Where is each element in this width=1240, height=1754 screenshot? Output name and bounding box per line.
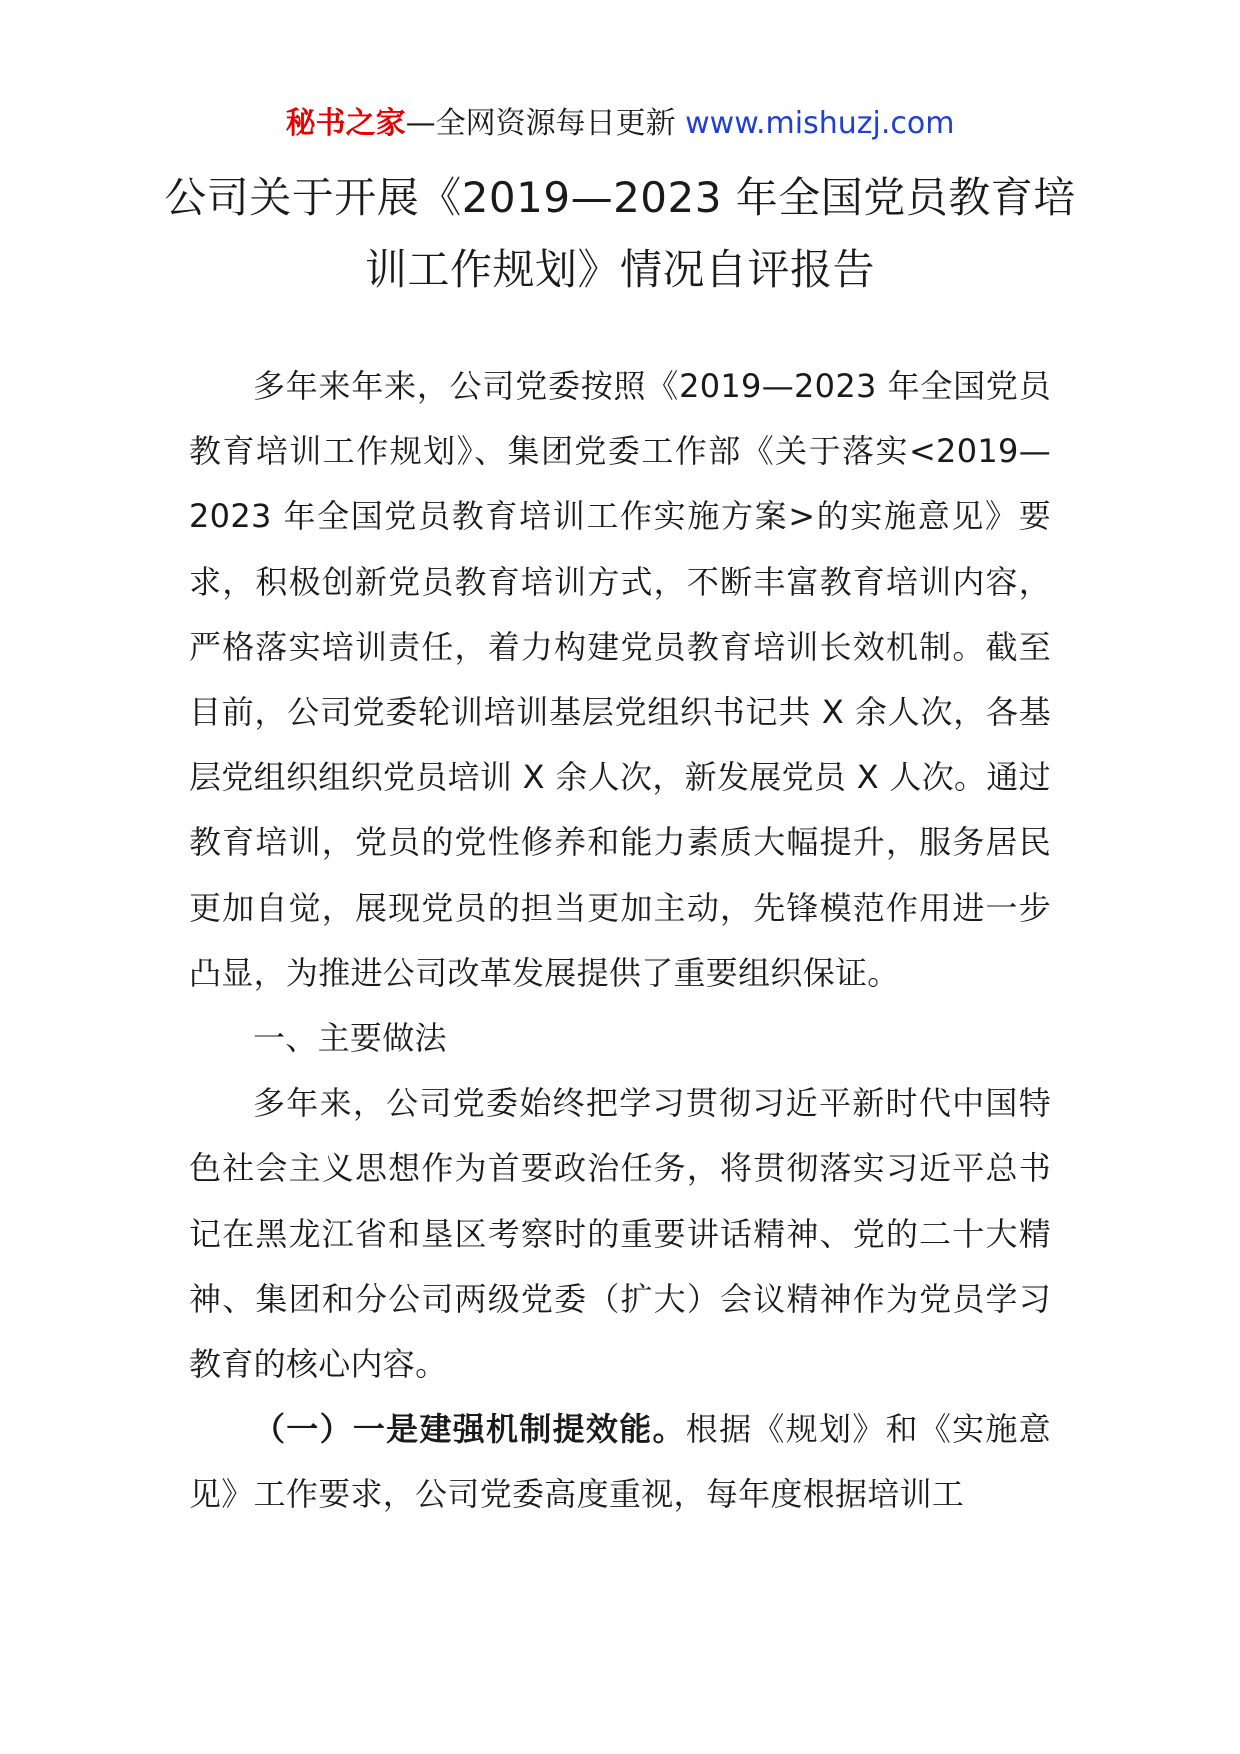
paragraph-main-practices: 多年来，公司党委始终把学习贯彻习近平新时代中国特色社会主义思想作为首要政治任务，将贯彻落实习近平总书记在黑龙江省和垦区考察时的重要讲话精神、党的二十大精神、集团和分公司两级党委（扩大）会议精神作为党员学习教育的核心内容。 [189,1084,1051,1384]
banner-tagline: —全网资源每日更新 [405,106,686,141]
banner-url-link[interactable]: www.mishuzj.com [685,106,955,141]
title-line-2: 训工作规划》情况自评报告 [364,245,875,294]
document-title [150,162,1090,306]
paragraph-intro: 多年来年来，公司党委按照《2019—2023 年全国党员教育培训工作规划》、集团党委工作部《关于落实<2019—2023 年全国党员教育培训工作实施方案>的实施意见》要求，积极创新党员教育培训方式，不断丰富教育培训内容，严格落实培训责任，着力构建党员教育培训长效机制。截至目前，公司党委轮训培训基层党组织书记共 X 余人次，各基层党组织组织党员培训 X 余人次，新发展党员 X 人次。通过教育培训，党员的党性修养和能力素质大幅提升，服务居民更加自觉，展现党员的担当更加主动，先锋模范作用进一步凸显，为推进公司改革发展提供了重要组织保证。 [189,367,1051,992]
paragraph-mechanism-text: 根据《规划》和《实施意见》工作要求，公司党委高度重视，每年度根据培训工 [189,1410,1051,1514]
paragraph-mechanism-lead: （一）一是建强机制提效能。 [253,1410,686,1449]
title-line-1: 公司关于开展《2019—2023 年全国党员教育培 [164,173,1076,222]
section-heading-main-practices: 一、主要做法 [253,1019,447,1058]
paragraph-mechanism [189,1397,1051,1527]
header-banner [0,104,1240,144]
banner-brand: 秘书之家 [285,106,406,141]
document-body [189,354,1051,1528]
